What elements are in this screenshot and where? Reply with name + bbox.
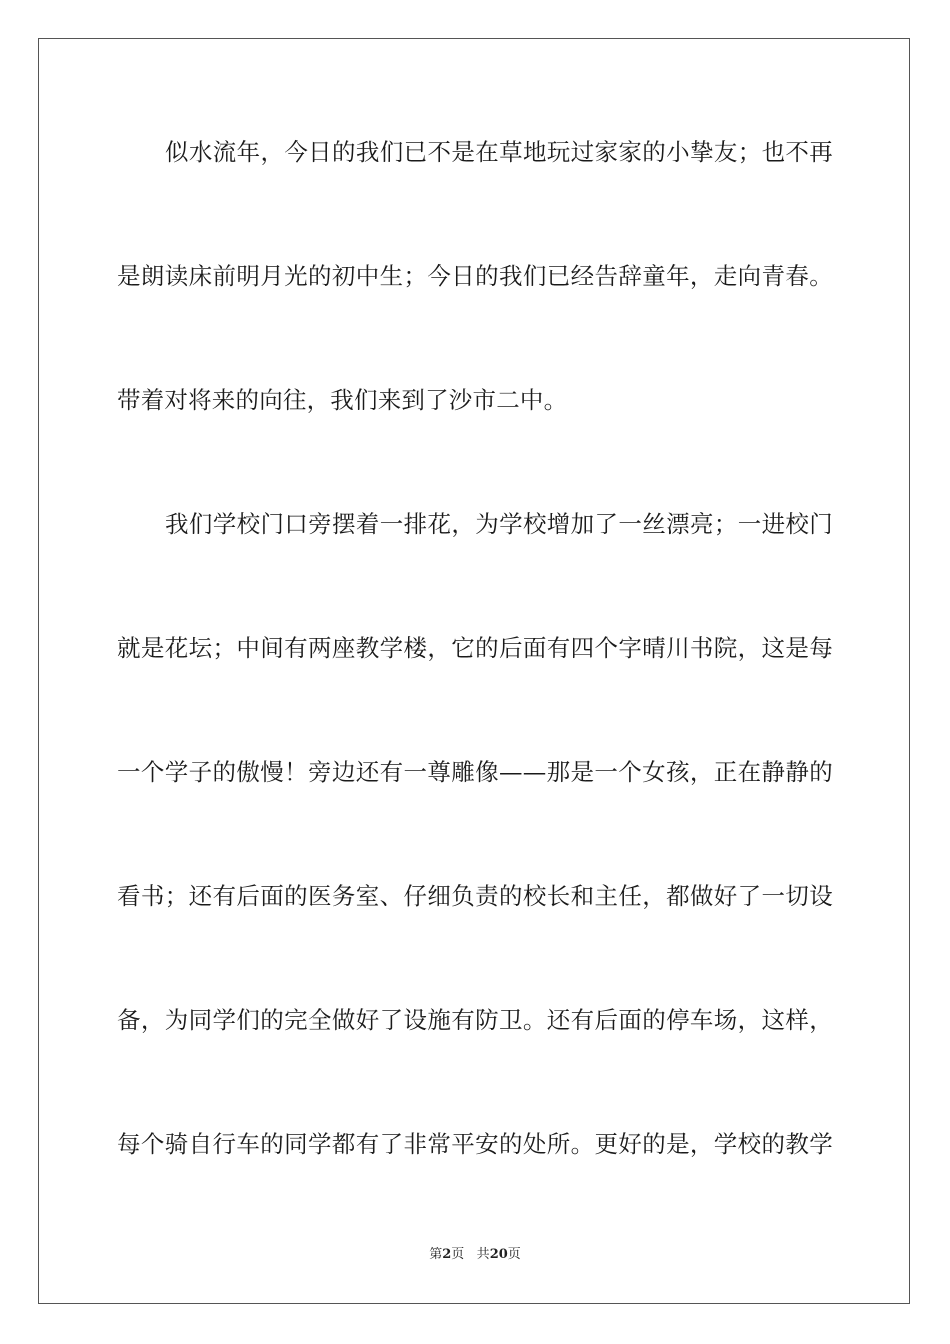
total-pages: 20 [489,1247,508,1262]
page-suffix: 页 [451,1247,465,1262]
paragraph-2-line-4: 看书；还有后面的医务室、仔细负责的校长和主任，都做好了一切设 [117,882,833,910]
total-prefix: 共 [476,1247,490,1262]
page-border [38,38,910,1304]
paragraph-2-line-2: 就是花坛；中间有两座教学楼，它的后面有四个字晴川书院，这是每 [117,634,833,662]
paragraph-2-line-3: 一个学子的傲慢！旁边还有一尊雕像——那是一个女孩，正在静静的 [117,758,833,786]
paragraph-2-line-1: 我们学校门口旁摆着一排花，为学校增加了一丝漂亮；一进校门 [165,510,833,538]
paragraph-2-line-6: 每个骑自行车的同学都有了非常平安的处所。更好的是，学校的教学 [117,1130,833,1158]
paragraph-1-line-1: 似水流年，今日的我们已不是在草地玩过家家的小挚友；也不再 [165,138,833,166]
page-prefix: 第 [429,1247,443,1262]
total-suffix: 页 [507,1247,521,1262]
page-number: 2 [442,1247,452,1262]
paragraph-2-line-5: 备，为同学们的完全做好了设施有防卫。还有后面的停车场，这样， [117,1006,833,1034]
paragraph-1-line-3: 带着对将来的向往，我们来到了沙市二中。 [117,386,568,414]
page-footer [0,1246,950,1264]
paragraph-1-line-2: 是朗读床前明月光的初中生；今日的我们已经告辞童年，走向青春。 [117,262,833,290]
